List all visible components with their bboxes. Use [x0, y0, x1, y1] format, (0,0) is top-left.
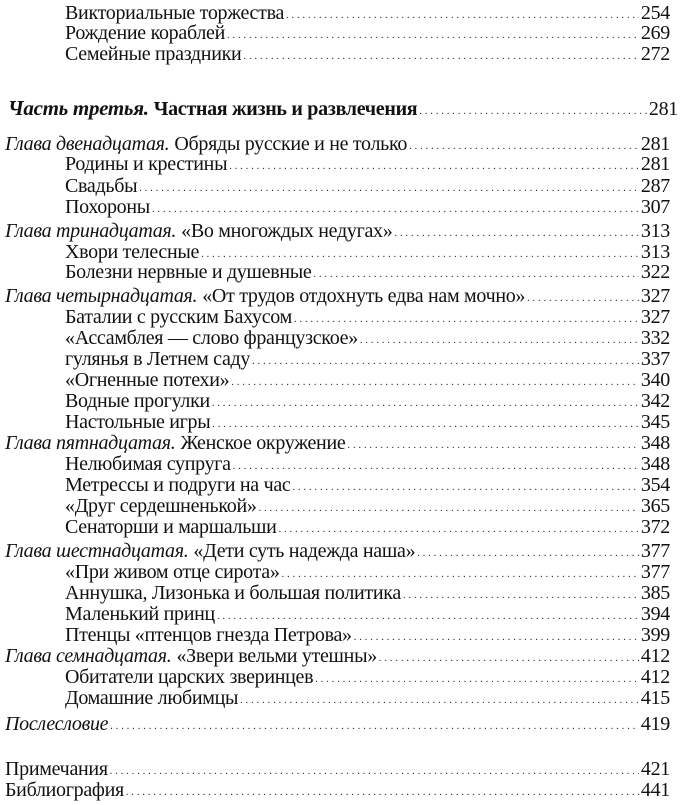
page-number: 313 [640, 241, 670, 263]
toc-entry-title: Родины и крестины [65, 153, 228, 175]
toc-entry-title: гулянья в Летнем саду [65, 348, 251, 370]
toc-entry-title: «Огненные потехи» [65, 369, 230, 391]
page-number: 377 [640, 561, 670, 583]
toc-entry-prefix: Часть третья. [8, 96, 149, 120]
toc-entry-prefix: Глава тринадцатая. [5, 220, 177, 242]
page-number: 372 [640, 516, 670, 538]
toc-entry [0, 516, 670, 542]
toc-entry-title: «Дети суть надежда наша» [193, 540, 416, 562]
toc-entry-heading [5, 220, 392, 242]
page-number: 322 [640, 261, 670, 283]
toc-entry-heading [65, 582, 401, 604]
toc-entry-title: «При живом отце сирота» [65, 561, 280, 583]
toc-entry-heading [65, 327, 358, 349]
leader-dots [110, 716, 639, 738]
toc-entry-title: Примечания [5, 758, 108, 780]
toc-entry-title: Семейные праздники [65, 43, 242, 65]
toc-entry-title: Частная жизнь и развлечения [153, 98, 418, 120]
toc-entry-title: Нелюбимая супруга [65, 453, 231, 475]
toc-entry-heading [5, 645, 377, 667]
toc-entry-title: Баталии с русским Бахусом [65, 306, 292, 328]
toc-entry-heading [5, 285, 525, 307]
toc-entry-title: Птенцы «птенцов гнезда Петрова» [65, 624, 352, 646]
toc-entry-prefix: Глава пятнадцатая. [5, 432, 176, 454]
toc-entry [0, 97, 678, 124]
page-number: 412 [640, 666, 670, 688]
toc-entry-heading [65, 348, 250, 370]
toc-entry-prefix: Глава двенадцатая. [5, 133, 170, 155]
leader-dots [314, 264, 639, 286]
toc-entry-heading [5, 713, 108, 735]
toc-entry-heading [65, 306, 292, 328]
page-number: 327 [640, 285, 670, 307]
toc-entry-title: «Друг сердешненькой» [65, 495, 257, 517]
page-number: 313 [640, 220, 670, 242]
toc-entry-title: Хвори телесные [65, 241, 200, 263]
page-number: 348 [640, 453, 670, 475]
toc-entry-heading [65, 241, 199, 263]
page-number: 281 [648, 98, 678, 120]
page-number: 345 [640, 411, 670, 433]
toc-entry-title: Болезни нервные и душевные [65, 261, 312, 283]
page-number: 287 [640, 175, 670, 197]
page-number: 394 [640, 603, 670, 625]
toc-entry-heading [65, 495, 257, 517]
leader-dots [152, 199, 639, 221]
page-number: 412 [640, 645, 670, 667]
page-number: 307 [640, 196, 670, 218]
leader-dots [126, 782, 639, 804]
toc-entry-title: Обитатели царских зверинцев [65, 666, 314, 688]
toc-entry-title: Свадьбы [65, 175, 138, 197]
toc-entry-heading [65, 153, 227, 175]
page-number: 337 [640, 348, 670, 370]
page-number: 441 [640, 779, 670, 801]
toc-entry-title: Настольные игры [65, 411, 211, 433]
toc-entry-prefix: Глава шестнадцатая. [5, 540, 189, 562]
page-number: 399 [640, 624, 670, 646]
toc-entry-heading [65, 411, 210, 433]
page-number: 365 [640, 495, 670, 517]
toc-entry-title: Викториальные торжества [65, 2, 285, 24]
toc-entry-heading [65, 687, 238, 709]
toc-entry-title: «Ассамблея — слово французское» [65, 327, 358, 349]
leader-dots [243, 46, 638, 68]
toc-entry-heading [65, 516, 277, 538]
toc-entry-title: «От трудов отдохнуть едва нам мочно» [202, 285, 526, 307]
toc-entry-heading [65, 603, 215, 625]
toc-entry-heading [65, 175, 137, 197]
page-number: 327 [640, 306, 670, 328]
page-number: 342 [640, 390, 670, 412]
page-number: 281 [640, 153, 670, 175]
toc-entry-heading [65, 196, 150, 218]
page-number: 419 [640, 713, 670, 735]
toc-entry-heading [5, 432, 345, 454]
toc-entry-title: Библиография [5, 779, 124, 801]
toc-entry-title: Маленький принц [65, 603, 215, 625]
toc-entry-heading [65, 453, 231, 475]
toc-entry-title: Сенаторши и маршальши [65, 516, 277, 538]
leader-dots [279, 519, 639, 541]
toc-entry [0, 261, 670, 287]
toc-entry-heading [5, 540, 415, 562]
toc-entry-title: Метрессы и подруги на час [65, 474, 291, 496]
toc-entry-heading [65, 390, 210, 412]
toc-entry-title: Женское окружение [180, 432, 346, 454]
toc-entry-heading [65, 666, 313, 688]
leader-dots [240, 690, 639, 712]
page-number: 385 [640, 582, 670, 604]
toc-entry-heading [65, 43, 241, 65]
page-number: 272 [640, 43, 670, 65]
leader-dots [419, 101, 647, 123]
toc-entry-title: Рождение кораблей [65, 22, 225, 44]
page-number: 415 [640, 687, 670, 709]
toc-entry [0, 687, 670, 713]
page-number: 421 [640, 758, 670, 780]
page-number: 354 [640, 474, 670, 496]
toc-entry-prefix: Глава семнадцатая. [5, 645, 172, 667]
toc-entry [0, 779, 670, 805]
toc-entry [0, 196, 670, 222]
toc-entry-title: Домашние любимцы [65, 687, 239, 709]
toc-entry-prefix: Глава четырнадцатая. [5, 285, 198, 307]
toc-entry-title: «Во многождых недугах» [181, 220, 393, 242]
page-number: 254 [640, 2, 670, 24]
toc-entry-title: «Звери вельми утешны» [176, 645, 377, 667]
toc-entry-heading [65, 261, 312, 283]
page-number: 340 [640, 369, 670, 391]
toc-entry-title: Похороны [65, 196, 150, 218]
toc-entry-title: Водные прогулки [65, 390, 210, 412]
toc-entry-title: Обряды русские и не только [174, 133, 408, 155]
toc-entry-heading [65, 22, 225, 44]
toc-entry [0, 43, 670, 69]
toc-entry-heading [5, 133, 407, 155]
page-number: 269 [640, 22, 670, 44]
toc-entry-prefix: Послесловие [5, 713, 109, 735]
toc-entry-title: Аннушка, Лизонька и большая политика [65, 582, 401, 604]
toc-entry-heading [65, 624, 352, 646]
toc-entry-heading [65, 2, 284, 24]
page-number: 377 [640, 540, 670, 562]
toc-entry-heading [8, 97, 417, 120]
toc-entry-heading [65, 369, 229, 391]
toc-entry-heading [5, 779, 124, 801]
page-number: 348 [640, 432, 670, 454]
page-number: 281 [640, 133, 670, 155]
page-number: 332 [640, 327, 670, 349]
toc-entry-heading [5, 758, 108, 780]
toc-entry [0, 713, 670, 739]
toc-entry-heading [65, 561, 280, 583]
toc-entry-heading [65, 474, 291, 496]
